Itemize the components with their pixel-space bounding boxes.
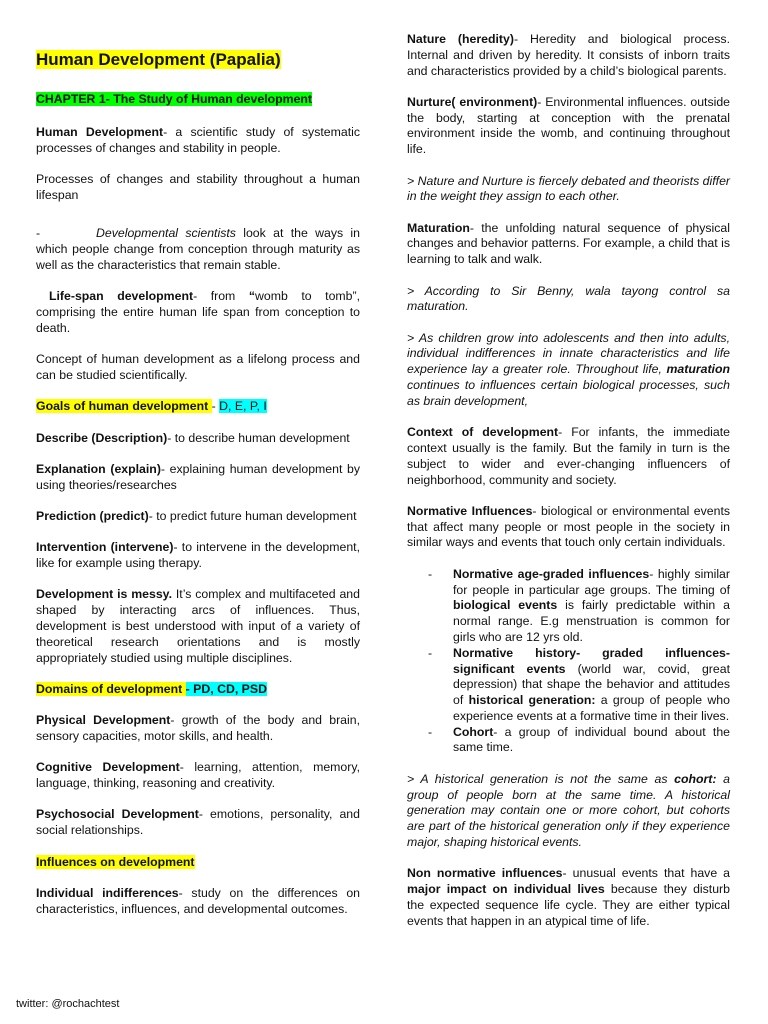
children-note: > As children grow into adolescents and then into adults, individual indifferences in innate characteristics and life experience lay a greater role. Throughout life, maturation continues to influences certain biological processes, such as brain development, [407,330,730,408]
concept-text: Concept of human development as a lifelong process and can be studied scientifically. [36,352,360,383]
psychosocial-item: Psychosocial Development- emotions, personality, and social relationships. [36,807,360,838]
cognitive-item: Cognitive Development- learning, attention, memory, language, thinking, reasoning and creativity. [36,760,360,791]
nature-item: Nature (heredity)- Heredity and biological process. Internal and driven by heredity. It consists of inborn traits and characteristics provided by a child’s biological parents. [407,32,730,78]
messy-text: Development is messy. It’s complex and multifaceted and shaped by interacting arcs of influences. Thus, development is best understood with input of a variety of theoretical research orientations and is mostly appropriately studied using multiple disciplines. [36,587,360,665]
footer-credit: twitter: @rochachtest [16,998,120,1010]
nurture-item: Nurture( environment)- Environmental influences. outside the body, starting at conception with the prenatal environment inside the womb, and continuing throughout life. [407,94,731,157]
historical-generation-note: > A historical generation is not the same as cohort: a group of people born at the same time. A historical generation may contain one or more cohort, but cohorts are part of the historical generation only if they experience major, shaping historical events. [407,771,730,849]
maturation-item: Maturation- the unfolding natural sequence of physical changes and behavior patterns. For example, a child that is learning to talk and walk. [407,220,730,267]
explain-item: Explanation (explain)- explaining human development by using theories/researches [36,461,361,492]
predict-item: Prediction (predict)- to predict future human development [36,509,357,524]
lifespan-definition: Life-span development- from “womb to tomb”, comprising the entire human life span from conception to death. [36,289,360,335]
goals-heading: Goals of human development - D, E, P, I [36,399,267,414]
developmental-scientists-text: - Developmental scientists look at the ways in which people change from conception through maturity as well as the characteristics that remain stable. [36,226,361,273]
processes-text: Processes of changes and stability throughout a human lifespan [36,171,360,202]
individual-indifferences-item: Individual indifferences- study on the differences on characteristics, influences, and developmental outcomes. [36,885,361,916]
left-column [36,32,360,933]
describe-item: Describe (Description)- to describe human development [36,430,350,445]
list-item: - Normative history- graded influences- significant events (world war, covid, great depression) that shape the behavior and attitudes of historical generation: a group of people who experience events at a formative time in their lives. [428,645,730,723]
influences-heading: Influences on development [36,854,195,869]
list-item: - Normative age-graded influences- highly similar for people in particular age groups. The timing of biological events is fairly predictable within a normal range. E.g menstruation is common for girls who are 12 yrs old. [428,566,730,644]
right-column [407,32,730,945]
normative-item: Normative Influences- biological or environmental events that affect many people or most people in the society in similar ways and events that touch only certain individuals. [407,503,731,550]
intervene-item: Intervention (intervene)- to intervene in the development, like for example using therapy. [36,540,361,571]
chapter-heading: CHAPTER 1- The Study of Human development [36,92,313,106]
list-item: - Cohort- a group of individual bound about the same time. [428,724,730,755]
domains-heading: Domains of development - PD, CD, PSD [36,681,267,696]
context-item: Context of development- For infants, the immediate context usually is the family. But the family in turn is the subject to wider and ever-changing influencers of neighborhood, community and society. [407,425,731,487]
normative-list [407,567,730,757]
non-normative-item: Non normative influences- unusual events that have a major impact on individual lives because they disturb the expected sequence life cycle. They are either typical events that happen in an atypical time of life. [407,866,731,928]
human-development-definition: Human Development- a scientific study of systematic processes of changes and stability in people. [36,124,360,155]
document-title: Human Development (Papalia) [36,50,281,69]
physical-item: Physical Development- growth of the body and brain, sensory capacities, motor skills, and health. [36,713,360,744]
nature-nurture-note: > Nature and Nurture is fiercely debated and theorists differ in the weight they assign to each other. [407,173,730,204]
benny-note: > According to Sir Benny, wala tayong control sa maturation. [407,283,730,314]
